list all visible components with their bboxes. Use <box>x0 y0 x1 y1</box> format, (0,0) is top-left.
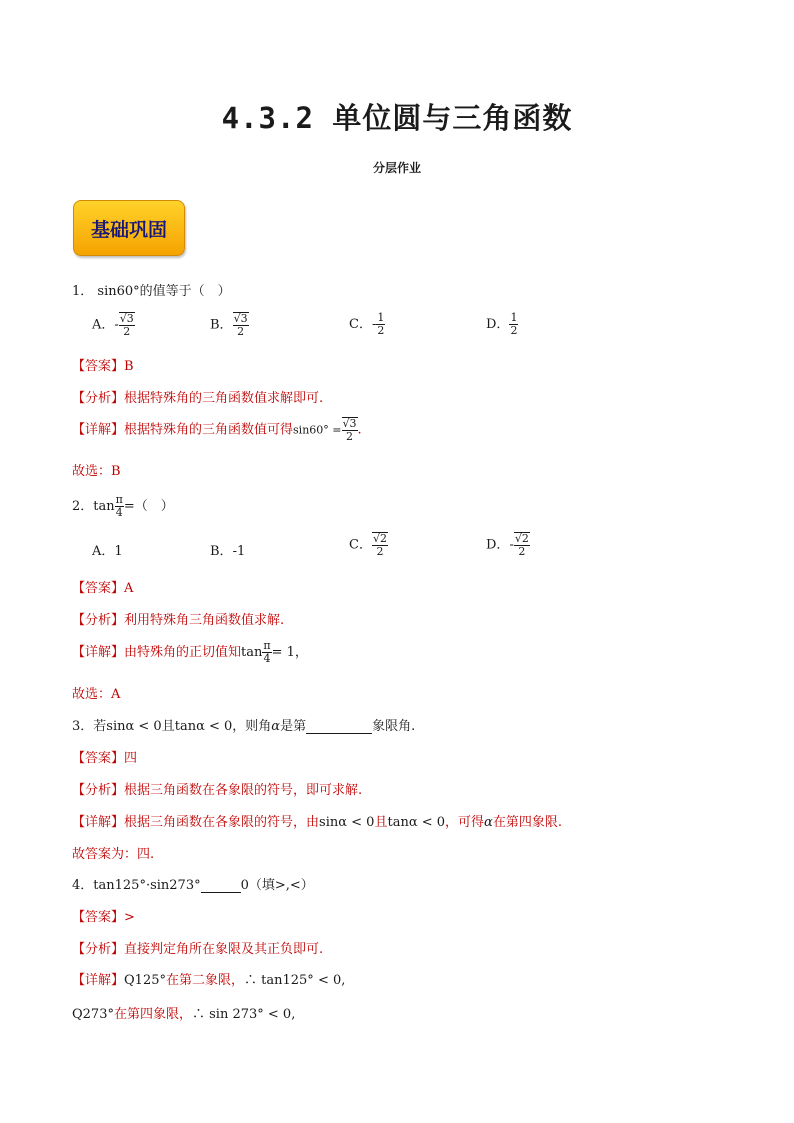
detail-label: 【详解】 <box>72 422 125 438</box>
q3-mid: ，则角 <box>232 719 272 734</box>
q2-option-a-label: A． <box>92 544 115 559</box>
q2-option-b-value: -1 <box>232 544 246 559</box>
q2-detail-end: = 1， <box>271 645 308 661</box>
q1-option-a-label: A． <box>92 317 115 333</box>
q4-detail-line2 <box>72 1003 295 1022</box>
q1-answer-value: B <box>124 359 134 374</box>
q4-line2-therefore: ∴ sin 273° < 0, <box>192 1007 296 1022</box>
q4-answer-value: > <box>124 910 135 925</box>
q2-option-d <box>486 532 530 558</box>
q4-after: 0（填 <box>240 878 275 893</box>
q1-detail-den: 2 <box>346 430 353 444</box>
q1-option-c-fraction <box>376 312 385 337</box>
q3-cond1: sinα < 0 <box>106 719 162 734</box>
q2-stem-expr: tan <box>93 499 115 515</box>
q4-detail-text: 在第二象限， <box>166 973 245 988</box>
q1-stem <box>72 280 231 299</box>
q2-option-a <box>92 540 123 559</box>
q1-analysis-text: 根据特殊角的三角函数值求解即可. <box>124 391 324 406</box>
q3-detail-and: 且 <box>374 815 388 830</box>
q1-option-b-fraction <box>233 312 249 338</box>
q2-option-c-label: C． <box>349 537 372 553</box>
q2-option-c-num: √2 <box>372 532 387 545</box>
q2-option-c <box>349 532 388 558</box>
q2-stem-text: =（ ） <box>123 499 174 515</box>
q4-stem <box>72 874 314 893</box>
q2-answer <box>72 577 133 596</box>
q2-detail <box>72 640 308 665</box>
analysis-label: 【分析】 <box>72 391 125 406</box>
q4-number: 4． <box>72 878 94 893</box>
q1-option-c <box>349 312 385 337</box>
q2-stem-den: 4 <box>115 506 123 520</box>
q4-line2-text: 在第四象限， <box>113 1007 192 1022</box>
q1-option-c-sign: - <box>371 317 377 333</box>
q1-conclusion: 故选：B <box>72 464 121 479</box>
q2-option-b-label: B． <box>210 544 233 559</box>
q2-detail-expr: tan <box>241 645 263 661</box>
q3-answer <box>72 747 137 766</box>
q2-detail-num: π <box>263 639 271 652</box>
q4-detail-q: Q125° <box>124 973 166 988</box>
answer-label: 【答案】 <box>72 581 125 596</box>
q3-analysis-text: 根据三角函数在各象限的符号，即可求解. <box>124 783 363 798</box>
q3-end: 象限角. <box>372 719 416 734</box>
q2-option-d-fraction <box>514 532 530 558</box>
q2-option-d-den: 2 <box>518 545 526 559</box>
q3-detail-text: 根据三角函数在各象限的符号，由 <box>124 815 320 830</box>
section-badge-label: 基础巩固 <box>90 218 167 241</box>
q3-detail-cond2: tanα < 0 <box>387 815 446 830</box>
q3-number: 3．若 <box>72 719 107 734</box>
q1-detail-num: √3 <box>342 417 357 430</box>
q3-cond2: tanα < 0 <box>174 719 233 734</box>
q1-option-a <box>92 312 135 338</box>
q4-detail <box>72 969 345 988</box>
q2-answer-value: A <box>124 581 134 596</box>
q1-stem-expr: sin60° <box>97 284 140 299</box>
q4-close: ） <box>300 878 314 893</box>
q1-analysis <box>72 387 323 406</box>
q3-detail-alpha: α <box>484 815 493 830</box>
q4-answer <box>72 906 135 925</box>
q3-conclusion: 故答案为：四. <box>72 847 155 862</box>
q2-stem-num: π <box>115 493 123 506</box>
q3-blank[interactable] <box>306 719 372 734</box>
q1-option-d-den: 2 <box>510 324 518 338</box>
q4-symbols: >,< <box>274 878 301 893</box>
q1-detail-text: 根据特殊角的三角函数值可得 <box>124 422 294 438</box>
q2-option-a-value: 1 <box>114 544 123 559</box>
q1-option-d-label: D． <box>486 317 510 333</box>
answer-label: 【答案】 <box>72 910 125 925</box>
q3-detail-cond1: sinα < 0 <box>319 815 375 830</box>
detail-label: 【详解】 <box>72 815 125 830</box>
q1-stem-text: 的值等于（ ） <box>139 284 231 299</box>
q2-detail-den: 4 <box>263 652 271 666</box>
q4-expr: tan125°·sin273° <box>93 878 201 893</box>
q1-option-b-label: B． <box>210 317 233 333</box>
q2-option-c-fraction <box>372 532 388 558</box>
q3-alpha: α <box>271 719 281 734</box>
page-title: 4.3.2 单位圆与三角函数 <box>221 101 573 135</box>
q1-option-a-fraction <box>119 312 135 338</box>
q1-option-a-den: 2 <box>123 325 131 339</box>
q1-option-b-den: 2 <box>237 325 245 339</box>
q2-analysis-text: 利用特殊角三角函数值求解. <box>124 613 285 628</box>
answer-label: 【答案】 <box>72 751 125 766</box>
detail-label: 【详解】 <box>72 645 125 661</box>
answer-label: 【答案】 <box>72 359 125 374</box>
q1-option-d-num: 1 <box>510 311 518 324</box>
q1-detail <box>72 417 362 443</box>
q2-option-d-sign: - <box>509 537 514 553</box>
q1-option-d <box>486 312 518 337</box>
q3-tail: 是第 <box>280 719 307 734</box>
q4-analysis-text: 直接判定角所在象限及其正负即可. <box>124 942 324 957</box>
q1-option-d-fraction <box>509 312 518 337</box>
q1-answer <box>72 355 134 374</box>
q4-blank[interactable] <box>201 878 241 893</box>
analysis-label: 【分析】 <box>72 613 125 628</box>
q3-answer-value: 四 <box>124 751 138 766</box>
q4-line2-q: Q273° <box>72 1007 114 1022</box>
q2-option-b <box>210 540 245 559</box>
q2-detail-fraction <box>262 640 271 665</box>
q3-stem <box>72 715 415 734</box>
q1-number: 1． <box>72 284 94 299</box>
q3-detail-mid: ，可得 <box>445 815 485 830</box>
q2-option-d-label: D． <box>486 537 510 553</box>
q3-detail-end: 在第四象限. <box>492 815 562 830</box>
analysis-label: 【分析】 <box>72 942 125 957</box>
q1-option-c-num: 1 <box>377 311 385 324</box>
q1-option-a-num: √3 <box>119 312 134 325</box>
q2-conclusion: 故选：A <box>72 687 121 702</box>
q1-option-b <box>210 312 249 338</box>
q2-option-d-num: √2 <box>514 532 529 545</box>
q3-and: 且 <box>161 719 175 734</box>
q1-option-c-label: C． <box>349 317 372 333</box>
q4-analysis <box>72 938 323 957</box>
q2-stem <box>72 494 174 519</box>
q1-option-b-num: √3 <box>233 312 248 325</box>
q1-detail-fraction <box>342 417 358 443</box>
q1-option-c-den: 2 <box>377 324 385 338</box>
q1-detail-end: . <box>357 422 362 438</box>
q2-analysis <box>72 609 284 628</box>
q2-detail-text: 由特殊角的正切值知 <box>124 645 242 661</box>
q1-detail-expr: sin60° = <box>293 423 342 437</box>
q2-number: 2． <box>72 499 94 515</box>
q1-option-a-sign: - <box>114 317 119 333</box>
page-subtitle: 分层作业 <box>372 161 421 175</box>
section-badge <box>73 200 185 256</box>
q4-detail-therefore: ∴ tan125° < 0, <box>244 973 346 988</box>
q2-option-c-den: 2 <box>376 545 384 559</box>
analysis-label: 【分析】 <box>72 783 125 798</box>
detail-label: 【详解】 <box>72 973 125 988</box>
q3-analysis <box>72 779 362 798</box>
q2-stem-fraction <box>115 494 124 519</box>
q3-detail <box>72 811 562 830</box>
